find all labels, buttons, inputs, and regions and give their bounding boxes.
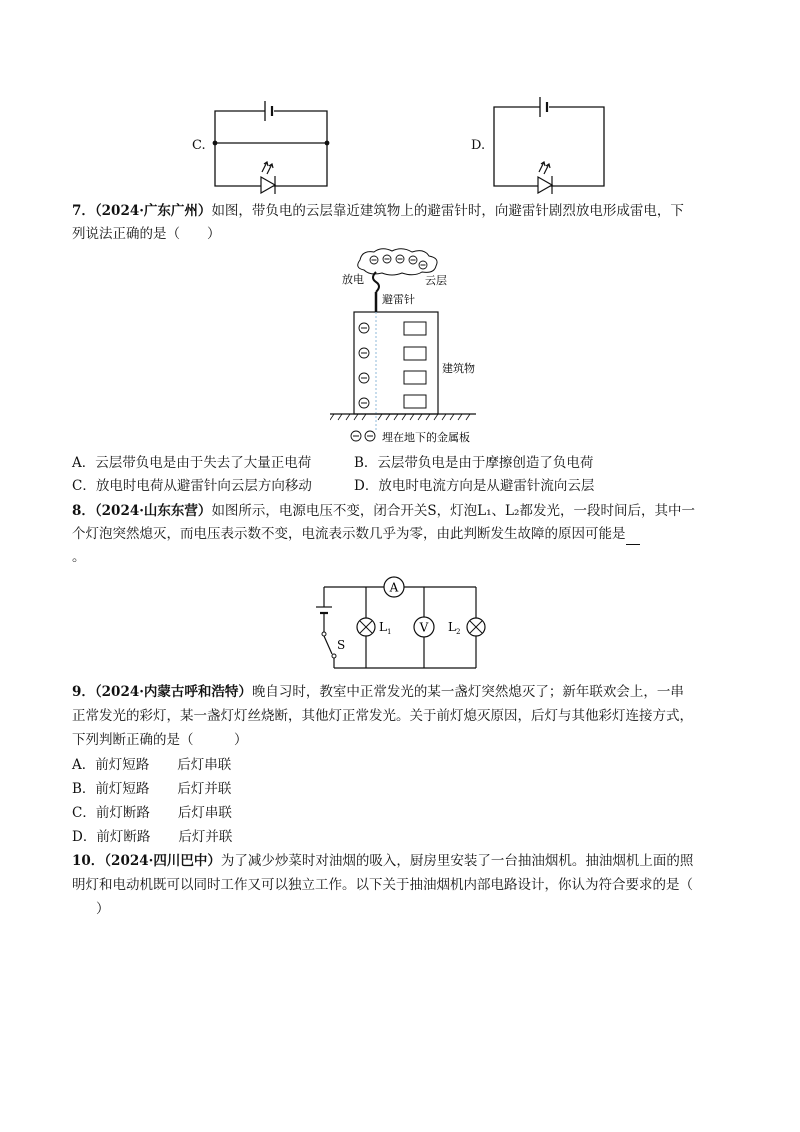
- label-rod: 避雷针: [382, 293, 415, 306]
- question-10-line-1: [72, 850, 693, 872]
- question-9-line-3: 下列判断正确的是（ ）: [72, 732, 248, 748]
- label-building: 建筑物: [442, 362, 475, 375]
- question-8-number: 8．: [72, 503, 95, 519]
- junction-dot: [325, 141, 330, 146]
- ammeter-icon: [384, 577, 404, 597]
- question-8-line-2: 个灯泡突然熄灭，而电压表示数不变，电流表示数几乎为零，由此判断发生故障的原因可能是: [72, 523, 640, 545]
- option-c-label: C.: [192, 138, 206, 153]
- question-9-option-d[interactable]: D．前灯断路 后灯并联: [72, 829, 233, 845]
- question-7-option-a[interactable]: A．云层带负电是由于失去了大量正电荷: [72, 455, 312, 471]
- question-7-source: （2024·广东广州）: [94, 203, 212, 219]
- question-9-text-1: 晚自习时，教室中正常发光的某一盏灯突然熄灭了；新年联欢会上，一串: [251, 684, 684, 700]
- question-10-line-2: 明灯和电动机既可以同时工作又可以独立工作。以下关于抽油烟机内部电路设计，你认为符合要求的是（: [72, 877, 693, 893]
- question-7-text-1: 如图，带负电的云层靠近建筑物上的避雷针时，向避雷针剧烈放电形成雷电，下: [211, 203, 684, 219]
- label-l1: $L_1$: [379, 620, 392, 636]
- lamp-l2-icon: [467, 618, 485, 636]
- lamp-l1-icon: [357, 618, 375, 636]
- question-8-source: （2024·山东东营）: [94, 503, 212, 519]
- option-d-label: D.: [471, 138, 486, 153]
- question-7-option-b[interactable]: B．云层带负电是由于摩擦创造了负电荷: [354, 455, 594, 471]
- question-8-text-1: 如图所示，电源电压不变，闭合开关S，灯泡L₁、L₂都发光，一段时间后，其中一: [211, 503, 695, 519]
- led-icon: [261, 162, 275, 194]
- question-8-line-1: [72, 500, 695, 522]
- lightning-rod-figure: [330, 246, 510, 446]
- question-7-option-d[interactable]: D．放电时电流方向是从避雷针流向云层: [354, 478, 595, 494]
- label-cloud: 云层: [425, 274, 447, 287]
- led-icon: [538, 162, 552, 194]
- spark-icon: [373, 272, 379, 292]
- question-7-number: 7．: [72, 203, 95, 219]
- question-7-line-1: [72, 200, 684, 222]
- question-10-source: （2024·四川巴中）: [104, 853, 221, 869]
- question-9-option-c[interactable]: C．前灯断路 后灯串联: [72, 805, 232, 821]
- q8-circuit-figure: [310, 574, 490, 674]
- label-metal-plate: 埋在地下的金属板: [382, 431, 470, 444]
- switch-contact: [322, 632, 326, 636]
- question-9-line-2: 正常发光的彩灯，某一盏灯灯丝烧断，其他灯正常发光。关于前灯熄灭原因，后灯与其他彩灯连接方式，: [72, 708, 693, 724]
- switch-contact: [332, 654, 336, 658]
- answer-blank[interactable]: [626, 530, 640, 545]
- junction-dot: [213, 141, 218, 146]
- circuit-figure-c: [210, 92, 340, 194]
- question-9-option-a[interactable]: A．前灯短路 后灯串联: [72, 757, 232, 773]
- voltmeter-icon: [414, 617, 434, 637]
- circuit-figure-d: [490, 92, 612, 194]
- question-7-option-c[interactable]: C．放电时电荷从避雷针向云层方向移动: [72, 478, 312, 494]
- label-switch: S: [337, 638, 346, 652]
- question-10-text-1: 为了减少炒菜时对油烟的吸入，厨房里安装了一台抽油烟机。抽油烟机上面的照: [220, 853, 694, 869]
- svg-text:V: V: [419, 620, 429, 635]
- question-9-option-b[interactable]: B．前灯短路 后灯并联: [72, 781, 232, 797]
- question-9-line-1: [72, 681, 684, 703]
- svg-text:A: A: [389, 580, 399, 595]
- question-7-line-2: 列说法正确的是（ ）: [72, 226, 221, 242]
- label-l2: $L_2$: [448, 620, 461, 636]
- question-10-number: 10．: [72, 853, 105, 869]
- label-discharge: 放电: [342, 273, 364, 286]
- question-9-source: （2024·内蒙古呼和浩特）: [94, 684, 252, 700]
- question-9-number: 9．: [72, 684, 95, 700]
- question-8-line-3: 。: [72, 549, 86, 565]
- question-10-line-3: ）: [96, 901, 110, 917]
